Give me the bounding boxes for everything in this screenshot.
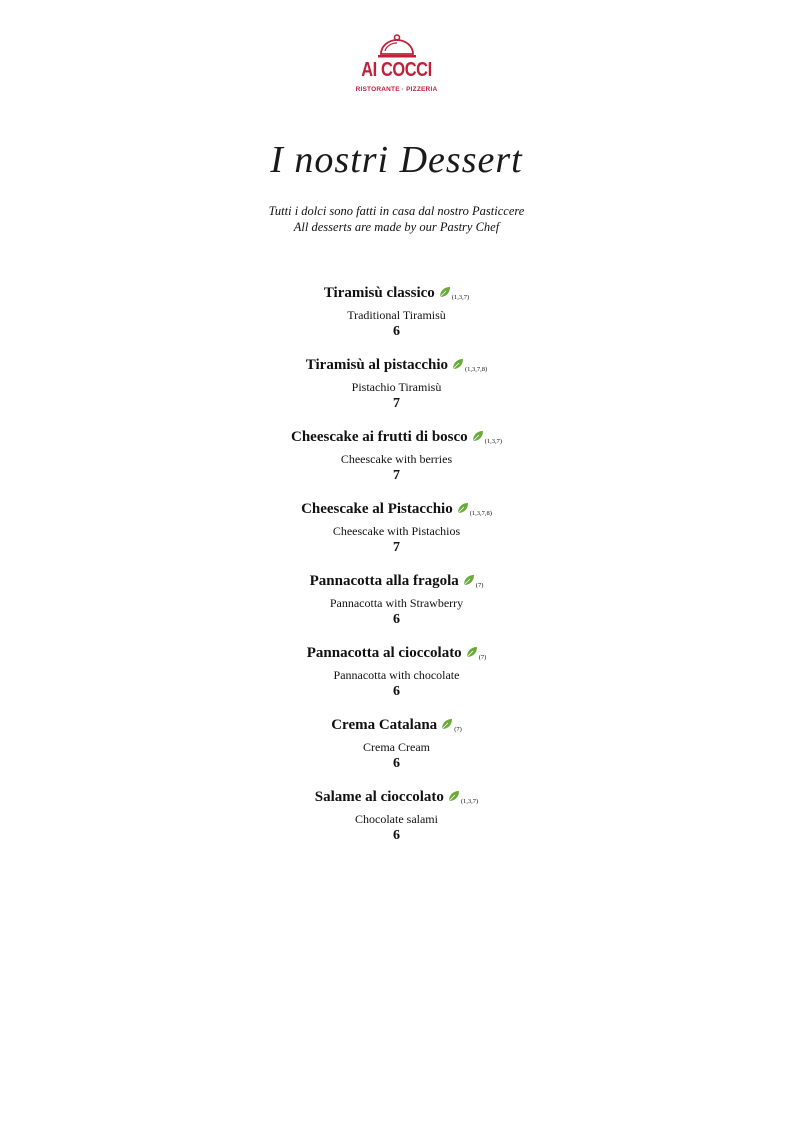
item-allergens: (7) [475, 582, 484, 589]
logo-name: AI COCCI [361, 59, 432, 81]
subtitle [0, 203, 793, 235]
vegetarian-leaf-icon [466, 646, 478, 658]
menu-item [0, 644, 793, 716]
item-price: 6 [393, 684, 400, 699]
item-allergens: (1,3,7) [484, 438, 502, 445]
item-description: Chocolate salami [355, 812, 438, 826]
item-name: Tiramisù al pistacchio [305, 357, 449, 373]
vegetarian-leaf-icon [448, 790, 460, 802]
menu-item [0, 716, 793, 788]
item-price: 6 [393, 324, 400, 339]
item-name: Cheescake al Pistacchio [301, 501, 453, 517]
subtitle-english: All desserts are made by our Pastry Chef [293, 220, 500, 234]
vegetarian-leaf-icon [452, 358, 464, 370]
item-description: Crema Cream [363, 740, 430, 754]
item-description: Cheescake with berries [340, 452, 453, 466]
menu-item [0, 284, 793, 356]
menu-item [0, 572, 793, 644]
item-price: 6 [393, 828, 400, 843]
menu-item [0, 500, 793, 572]
vegetarian-leaf-icon [472, 430, 484, 442]
item-name: Tiramisù classico [323, 285, 435, 301]
item-description: Pannacotta with Strawberry [329, 596, 464, 610]
vegetarian-leaf-icon [463, 574, 475, 586]
item-price: 7 [393, 540, 400, 555]
menu-item [0, 428, 793, 500]
page-title: I nostri Dessert [270, 139, 523, 181]
item-allergens: (7) [454, 726, 462, 733]
item-description: Pannacotta with chocolate [333, 668, 460, 682]
item-description: Traditional Tiramisù [347, 308, 446, 322]
logo-tagline: RISTORANTE · PIZZERIA [355, 86, 438, 93]
item-price: 7 [393, 468, 400, 483]
item-name: Cheescake ai frutti di bosco [291, 429, 468, 445]
item-description: Cheescake with Pistachios [332, 524, 461, 538]
subtitle-italian: Tutti i dolci sono fatti in casa dal nostro Pasticcere [268, 204, 525, 218]
item-name: Crema Catalana [331, 717, 438, 733]
item-allergens: (7) [478, 654, 487, 661]
vegetarian-leaf-icon [439, 286, 451, 298]
item-price: 7 [393, 396, 400, 411]
vegetarian-leaf-icon [441, 718, 453, 730]
dessert-menu [0, 284, 793, 860]
cloche-icon [377, 34, 417, 60]
item-allergens: (1,3,7,8) [465, 366, 488, 373]
vegetarian-leaf-icon [457, 502, 469, 514]
item-name: Pannacotta alla fragola [309, 573, 459, 589]
item-description: Pistachio Tiramisù [351, 380, 442, 394]
item-allergens: (1,3,7) [460, 798, 479, 805]
menu-item [0, 356, 793, 428]
item-price: 6 [393, 612, 400, 627]
item-price: 6 [393, 756, 400, 771]
restaurant-logo [350, 34, 443, 114]
item-name: Salame al cioccolato [314, 789, 444, 805]
item-allergens: (1,3,7,8) [469, 510, 492, 517]
menu-item [0, 788, 793, 860]
item-allergens: (1,3,7) [451, 294, 470, 301]
item-name: Pannacotta al cioccolato [306, 645, 462, 661]
